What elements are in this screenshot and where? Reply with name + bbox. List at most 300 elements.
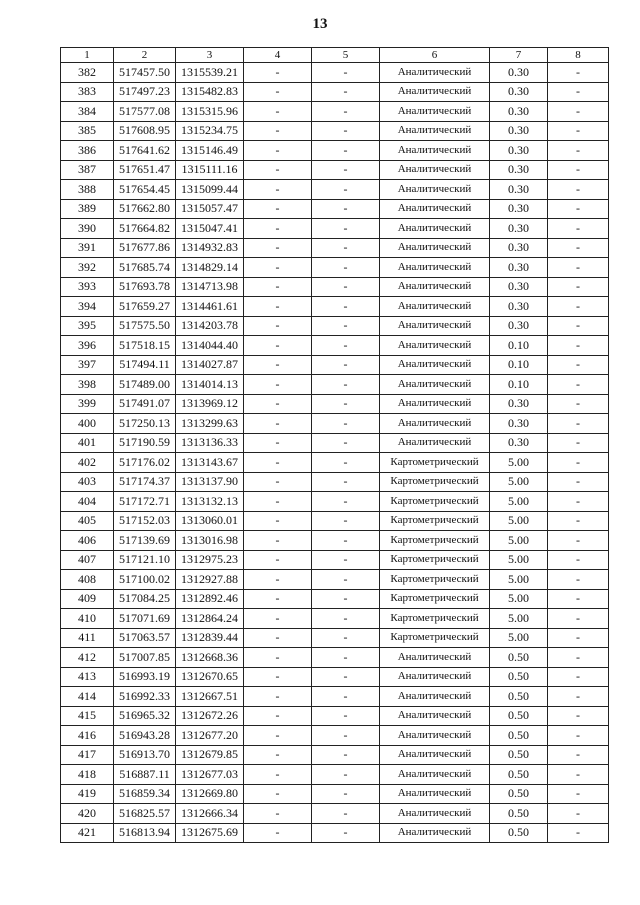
col-8-cell: - xyxy=(548,82,609,102)
coord-y-cell: 1315482.83 xyxy=(176,82,244,102)
header-row xyxy=(61,48,609,63)
table-row xyxy=(61,453,609,473)
coord-x-cell: 517063.57 xyxy=(114,628,176,648)
accuracy-cell: 0.30 xyxy=(490,277,548,297)
col-4-cell: - xyxy=(244,336,312,356)
point-number-cell: 407 xyxy=(61,550,114,570)
col-4-cell: - xyxy=(244,706,312,726)
table-row xyxy=(61,199,609,219)
col-5-cell: - xyxy=(312,531,380,551)
col-4-cell: - xyxy=(244,277,312,297)
col-8-cell: - xyxy=(548,453,609,473)
method-cell: Аналитический xyxy=(380,258,490,278)
coord-y-cell: 1315315.96 xyxy=(176,102,244,122)
page-number: 13 xyxy=(312,16,328,32)
table-body xyxy=(61,63,609,843)
col-4-cell: - xyxy=(244,472,312,492)
method-cell: Картометрический xyxy=(380,570,490,590)
col-4-cell: - xyxy=(244,141,312,161)
method-cell: Аналитический xyxy=(380,765,490,785)
col-8-cell: - xyxy=(548,180,609,200)
col-8-cell: - xyxy=(548,63,609,83)
coord-x-cell: 517172.71 xyxy=(114,492,176,512)
col-4-cell: - xyxy=(244,453,312,473)
col-4-cell: - xyxy=(244,745,312,765)
coord-y-cell: 1313060.01 xyxy=(176,511,244,531)
point-number-cell: 417 xyxy=(61,745,114,765)
method-cell: Аналитический xyxy=(380,121,490,141)
point-number-cell: 393 xyxy=(61,277,114,297)
accuracy-cell: 5.00 xyxy=(490,609,548,629)
col-5-cell: - xyxy=(312,648,380,668)
col-8-cell: - xyxy=(548,648,609,668)
method-cell: Аналитический xyxy=(380,102,490,122)
col-8-cell: - xyxy=(548,414,609,434)
coord-y-cell: 1314014.13 xyxy=(176,375,244,395)
column-header: 8 xyxy=(548,48,609,63)
method-cell: Аналитический xyxy=(380,355,490,375)
col-5-cell: - xyxy=(312,687,380,707)
coord-x-cell: 516859.34 xyxy=(114,784,176,804)
table-row xyxy=(61,102,609,122)
col-8-cell: - xyxy=(548,784,609,804)
column-header: 7 xyxy=(490,48,548,63)
point-number-cell: 387 xyxy=(61,160,114,180)
col-4-cell: - xyxy=(244,219,312,239)
col-5-cell: - xyxy=(312,199,380,219)
coordinates-table xyxy=(60,47,609,843)
coord-y-cell: 1314203.78 xyxy=(176,316,244,336)
method-cell: Картометрический xyxy=(380,511,490,531)
col-4-cell: - xyxy=(244,589,312,609)
point-number-cell: 404 xyxy=(61,492,114,512)
col-4-cell: - xyxy=(244,726,312,746)
col-4-cell: - xyxy=(244,511,312,531)
coord-y-cell: 1312677.03 xyxy=(176,765,244,785)
col-4-cell: - xyxy=(244,550,312,570)
col-5-cell: - xyxy=(312,589,380,609)
method-cell: Аналитический xyxy=(380,180,490,200)
col-4-cell: - xyxy=(244,823,312,843)
col-4-cell: - xyxy=(244,648,312,668)
col-8-cell: - xyxy=(548,316,609,336)
col-5-cell: - xyxy=(312,804,380,824)
coord-y-cell: 1312666.34 xyxy=(176,804,244,824)
coord-y-cell: 1312675.69 xyxy=(176,823,244,843)
col-8-cell: - xyxy=(548,726,609,746)
coord-y-cell: 1312927.88 xyxy=(176,570,244,590)
table-row xyxy=(61,706,609,726)
col-4-cell: - xyxy=(244,238,312,258)
coord-y-cell: 1312668.36 xyxy=(176,648,244,668)
col-4-cell: - xyxy=(244,180,312,200)
coord-x-cell: 516825.57 xyxy=(114,804,176,824)
point-number-cell: 411 xyxy=(61,628,114,648)
coord-y-cell: 1315099.44 xyxy=(176,180,244,200)
col-8-cell: - xyxy=(548,804,609,824)
table-row xyxy=(61,141,609,161)
table-row xyxy=(61,492,609,512)
accuracy-cell: 5.00 xyxy=(490,511,548,531)
accuracy-cell: 0.30 xyxy=(490,63,548,83)
coord-x-cell: 517084.25 xyxy=(114,589,176,609)
point-number-cell: 415 xyxy=(61,706,114,726)
method-cell: Картометрический xyxy=(380,628,490,648)
point-number-cell: 402 xyxy=(61,453,114,473)
coord-y-cell: 1315047.41 xyxy=(176,219,244,239)
method-cell: Аналитический xyxy=(380,433,490,453)
coord-x-cell: 516943.28 xyxy=(114,726,176,746)
column-header: 4 xyxy=(244,48,312,63)
point-number-cell: 388 xyxy=(61,180,114,200)
accuracy-cell: 5.00 xyxy=(490,628,548,648)
coord-y-cell: 1312677.20 xyxy=(176,726,244,746)
accuracy-cell: 0.50 xyxy=(490,784,548,804)
col-8-cell: - xyxy=(548,550,609,570)
col-4-cell: - xyxy=(244,375,312,395)
accuracy-cell: 0.30 xyxy=(490,297,548,317)
coord-x-cell: 517659.27 xyxy=(114,297,176,317)
accuracy-cell: 0.10 xyxy=(490,375,548,395)
method-cell: Аналитический xyxy=(380,648,490,668)
coord-y-cell: 1313016.98 xyxy=(176,531,244,551)
method-cell: Аналитический xyxy=(380,726,490,746)
accuracy-cell: 0.30 xyxy=(490,238,548,258)
table-row xyxy=(61,277,609,297)
col-8-cell: - xyxy=(548,765,609,785)
method-cell: Аналитический xyxy=(380,63,490,83)
accuracy-cell: 0.30 xyxy=(490,394,548,414)
point-number-cell: 394 xyxy=(61,297,114,317)
table-row xyxy=(61,375,609,395)
coord-x-cell: 517685.74 xyxy=(114,258,176,278)
point-number-cell: 401 xyxy=(61,433,114,453)
col-8-cell: - xyxy=(548,277,609,297)
col-5-cell: - xyxy=(312,355,380,375)
method-cell: Аналитический xyxy=(380,297,490,317)
coord-x-cell: 517190.59 xyxy=(114,433,176,453)
coord-x-cell: 517121.10 xyxy=(114,550,176,570)
col-4-cell: - xyxy=(244,433,312,453)
coord-x-cell: 517139.69 xyxy=(114,531,176,551)
table-row xyxy=(61,609,609,629)
table-row xyxy=(61,765,609,785)
coord-y-cell: 1313132.13 xyxy=(176,492,244,512)
accuracy-cell: 0.50 xyxy=(490,726,548,746)
accuracy-cell: 0.50 xyxy=(490,823,548,843)
accuracy-cell: 0.50 xyxy=(490,765,548,785)
coord-y-cell: 1315146.49 xyxy=(176,141,244,161)
col-8-cell: - xyxy=(548,609,609,629)
col-5-cell: - xyxy=(312,336,380,356)
table-row xyxy=(61,589,609,609)
col-5-cell: - xyxy=(312,316,380,336)
table-row xyxy=(61,160,609,180)
table-row xyxy=(61,238,609,258)
col-5-cell: - xyxy=(312,726,380,746)
col-8-cell: - xyxy=(548,238,609,258)
col-8-cell: - xyxy=(548,667,609,687)
col-8-cell: - xyxy=(548,472,609,492)
coord-x-cell: 517575.50 xyxy=(114,316,176,336)
accuracy-cell: 5.00 xyxy=(490,492,548,512)
accuracy-cell: 0.30 xyxy=(490,219,548,239)
col-4-cell: - xyxy=(244,102,312,122)
coord-y-cell: 1312892.46 xyxy=(176,589,244,609)
method-cell: Аналитический xyxy=(380,141,490,161)
accuracy-cell: 5.00 xyxy=(490,472,548,492)
table-row xyxy=(61,784,609,804)
coord-y-cell: 1315111.16 xyxy=(176,160,244,180)
method-cell: Аналитический xyxy=(380,745,490,765)
col-8-cell: - xyxy=(548,628,609,648)
col-5-cell: - xyxy=(312,375,380,395)
col-5-cell: - xyxy=(312,277,380,297)
accuracy-cell: 0.50 xyxy=(490,687,548,707)
col-5-cell: - xyxy=(312,219,380,239)
coord-y-cell: 1312672.26 xyxy=(176,706,244,726)
accuracy-cell: 0.50 xyxy=(490,745,548,765)
point-number-cell: 403 xyxy=(61,472,114,492)
col-4-cell: - xyxy=(244,609,312,629)
coord-y-cell: 1312679.85 xyxy=(176,745,244,765)
coord-y-cell: 1313143.67 xyxy=(176,453,244,473)
coord-y-cell: 1312864.24 xyxy=(176,609,244,629)
coord-x-cell: 517497.23 xyxy=(114,82,176,102)
coord-x-cell: 517071.69 xyxy=(114,609,176,629)
table-row xyxy=(61,180,609,200)
accuracy-cell: 5.00 xyxy=(490,589,548,609)
col-8-cell: - xyxy=(548,375,609,395)
accuracy-cell: 0.50 xyxy=(490,648,548,668)
accuracy-cell: 0.30 xyxy=(490,82,548,102)
column-header: 5 xyxy=(312,48,380,63)
method-cell: Картометрический xyxy=(380,589,490,609)
col-5-cell: - xyxy=(312,765,380,785)
accuracy-cell: 5.00 xyxy=(490,550,548,570)
column-header: 2 xyxy=(114,48,176,63)
method-cell: Аналитический xyxy=(380,277,490,297)
table-row xyxy=(61,355,609,375)
column-header: 1 xyxy=(61,48,114,63)
col-8-cell: - xyxy=(548,511,609,531)
accuracy-cell: 0.30 xyxy=(490,316,548,336)
col-5-cell: - xyxy=(312,570,380,590)
table-row xyxy=(61,804,609,824)
col-5-cell: - xyxy=(312,141,380,161)
method-cell: Картометрический xyxy=(380,492,490,512)
col-4-cell: - xyxy=(244,570,312,590)
col-8-cell: - xyxy=(548,531,609,551)
col-4-cell: - xyxy=(244,316,312,336)
method-cell: Аналитический xyxy=(380,375,490,395)
coord-y-cell: 1312667.51 xyxy=(176,687,244,707)
col-5-cell: - xyxy=(312,82,380,102)
method-cell: Картометрический xyxy=(380,531,490,551)
accuracy-cell: 0.30 xyxy=(490,180,548,200)
col-5-cell: - xyxy=(312,784,380,804)
accuracy-cell: 5.00 xyxy=(490,531,548,551)
coord-y-cell: 1313299.63 xyxy=(176,414,244,434)
col-4-cell: - xyxy=(244,199,312,219)
coord-y-cell: 1314044.40 xyxy=(176,336,244,356)
coord-x-cell: 517100.02 xyxy=(114,570,176,590)
col-4-cell: - xyxy=(244,667,312,687)
accuracy-cell: 0.30 xyxy=(490,199,548,219)
method-cell: Аналитический xyxy=(380,784,490,804)
coord-x-cell: 516887.11 xyxy=(114,765,176,785)
coord-x-cell: 517641.62 xyxy=(114,141,176,161)
point-number-cell: 413 xyxy=(61,667,114,687)
col-5-cell: - xyxy=(312,511,380,531)
table-row xyxy=(61,472,609,492)
col-4-cell: - xyxy=(244,628,312,648)
accuracy-cell: 5.00 xyxy=(490,570,548,590)
method-cell: Аналитический xyxy=(380,394,490,414)
point-number-cell: 410 xyxy=(61,609,114,629)
col-8-cell: - xyxy=(548,745,609,765)
table-row xyxy=(61,726,609,746)
point-number-cell: 408 xyxy=(61,570,114,590)
method-cell: Аналитический xyxy=(380,336,490,356)
col-5-cell: - xyxy=(312,453,380,473)
table-row xyxy=(61,219,609,239)
col-8-cell: - xyxy=(548,706,609,726)
col-8-cell: - xyxy=(548,823,609,843)
point-number-cell: 389 xyxy=(61,199,114,219)
accuracy-cell: 0.30 xyxy=(490,160,548,180)
coord-x-cell: 516913.70 xyxy=(114,745,176,765)
table-row xyxy=(61,648,609,668)
col-4-cell: - xyxy=(244,531,312,551)
point-number-cell: 405 xyxy=(61,511,114,531)
method-cell: Аналитический xyxy=(380,804,490,824)
col-4-cell: - xyxy=(244,492,312,512)
col-5-cell: - xyxy=(312,160,380,180)
column-header: 3 xyxy=(176,48,244,63)
point-number-cell: 418 xyxy=(61,765,114,785)
col-5-cell: - xyxy=(312,121,380,141)
col-8-cell: - xyxy=(548,297,609,317)
col-4-cell: - xyxy=(244,394,312,414)
accuracy-cell: 0.50 xyxy=(490,804,548,824)
table-row xyxy=(61,258,609,278)
coord-x-cell: 516813.94 xyxy=(114,823,176,843)
col-5-cell: - xyxy=(312,550,380,570)
col-4-cell: - xyxy=(244,297,312,317)
method-cell: Аналитический xyxy=(380,199,490,219)
coord-y-cell: 1312975.23 xyxy=(176,550,244,570)
coord-y-cell: 1313969.12 xyxy=(176,394,244,414)
col-5-cell: - xyxy=(312,102,380,122)
accuracy-cell: 0.30 xyxy=(490,102,548,122)
coord-x-cell: 517174.37 xyxy=(114,472,176,492)
coord-x-cell: 517007.85 xyxy=(114,648,176,668)
table-row xyxy=(61,531,609,551)
coord-x-cell: 517176.02 xyxy=(114,453,176,473)
col-5-cell: - xyxy=(312,394,380,414)
point-number-cell: 395 xyxy=(61,316,114,336)
col-4-cell: - xyxy=(244,687,312,707)
point-number-cell: 391 xyxy=(61,238,114,258)
col-5-cell: - xyxy=(312,258,380,278)
col-8-cell: - xyxy=(548,219,609,239)
point-number-cell: 396 xyxy=(61,336,114,356)
table-row xyxy=(61,63,609,83)
col-5-cell: - xyxy=(312,472,380,492)
col-5-cell: - xyxy=(312,628,380,648)
coord-y-cell: 1312839.44 xyxy=(176,628,244,648)
coord-y-cell: 1315057.47 xyxy=(176,199,244,219)
table-row xyxy=(61,316,609,336)
coord-x-cell: 517654.45 xyxy=(114,180,176,200)
accuracy-cell: 5.00 xyxy=(490,453,548,473)
col-8-cell: - xyxy=(548,258,609,278)
col-8-cell: - xyxy=(548,492,609,512)
table-row xyxy=(61,550,609,570)
table-row xyxy=(61,82,609,102)
col-8-cell: - xyxy=(548,394,609,414)
col-5-cell: - xyxy=(312,297,380,317)
table-row xyxy=(61,297,609,317)
coord-x-cell: 517664.82 xyxy=(114,219,176,239)
col-8-cell: - xyxy=(548,570,609,590)
accuracy-cell: 0.30 xyxy=(490,414,548,434)
method-cell: Картометрический xyxy=(380,550,490,570)
method-cell: Картометрический xyxy=(380,453,490,473)
point-number-cell: 382 xyxy=(61,63,114,83)
coord-y-cell: 1315539.21 xyxy=(176,63,244,83)
col-5-cell: - xyxy=(312,414,380,434)
col-8-cell: - xyxy=(548,121,609,141)
table-row xyxy=(61,745,609,765)
col-4-cell: - xyxy=(244,160,312,180)
col-8-cell: - xyxy=(548,336,609,356)
col-8-cell: - xyxy=(548,141,609,161)
point-number-cell: 416 xyxy=(61,726,114,746)
coord-y-cell: 1314027.87 xyxy=(176,355,244,375)
table-row xyxy=(61,511,609,531)
coord-x-cell: 517693.78 xyxy=(114,277,176,297)
col-8-cell: - xyxy=(548,589,609,609)
coord-y-cell: 1313136.33 xyxy=(176,433,244,453)
point-number-cell: 400 xyxy=(61,414,114,434)
col-5-cell: - xyxy=(312,609,380,629)
point-number-cell: 384 xyxy=(61,102,114,122)
point-number-cell: 420 xyxy=(61,804,114,824)
table-row xyxy=(61,433,609,453)
coord-x-cell: 517491.07 xyxy=(114,394,176,414)
column-header: 6 xyxy=(380,48,490,63)
point-number-cell: 392 xyxy=(61,258,114,278)
table-row xyxy=(61,628,609,648)
point-number-cell: 421 xyxy=(61,823,114,843)
method-cell: Аналитический xyxy=(380,706,490,726)
method-cell: Аналитический xyxy=(380,82,490,102)
coord-x-cell: 516992.33 xyxy=(114,687,176,707)
method-cell: Картометрический xyxy=(380,472,490,492)
col-4-cell: - xyxy=(244,784,312,804)
accuracy-cell: 0.50 xyxy=(490,667,548,687)
coord-x-cell: 517662.80 xyxy=(114,199,176,219)
coord-x-cell: 517608.95 xyxy=(114,121,176,141)
point-number-cell: 383 xyxy=(61,82,114,102)
table-row xyxy=(61,414,609,434)
coord-x-cell: 517494.11 xyxy=(114,355,176,375)
coord-y-cell: 1314713.98 xyxy=(176,277,244,297)
method-cell: Аналитический xyxy=(380,219,490,239)
table-row xyxy=(61,687,609,707)
